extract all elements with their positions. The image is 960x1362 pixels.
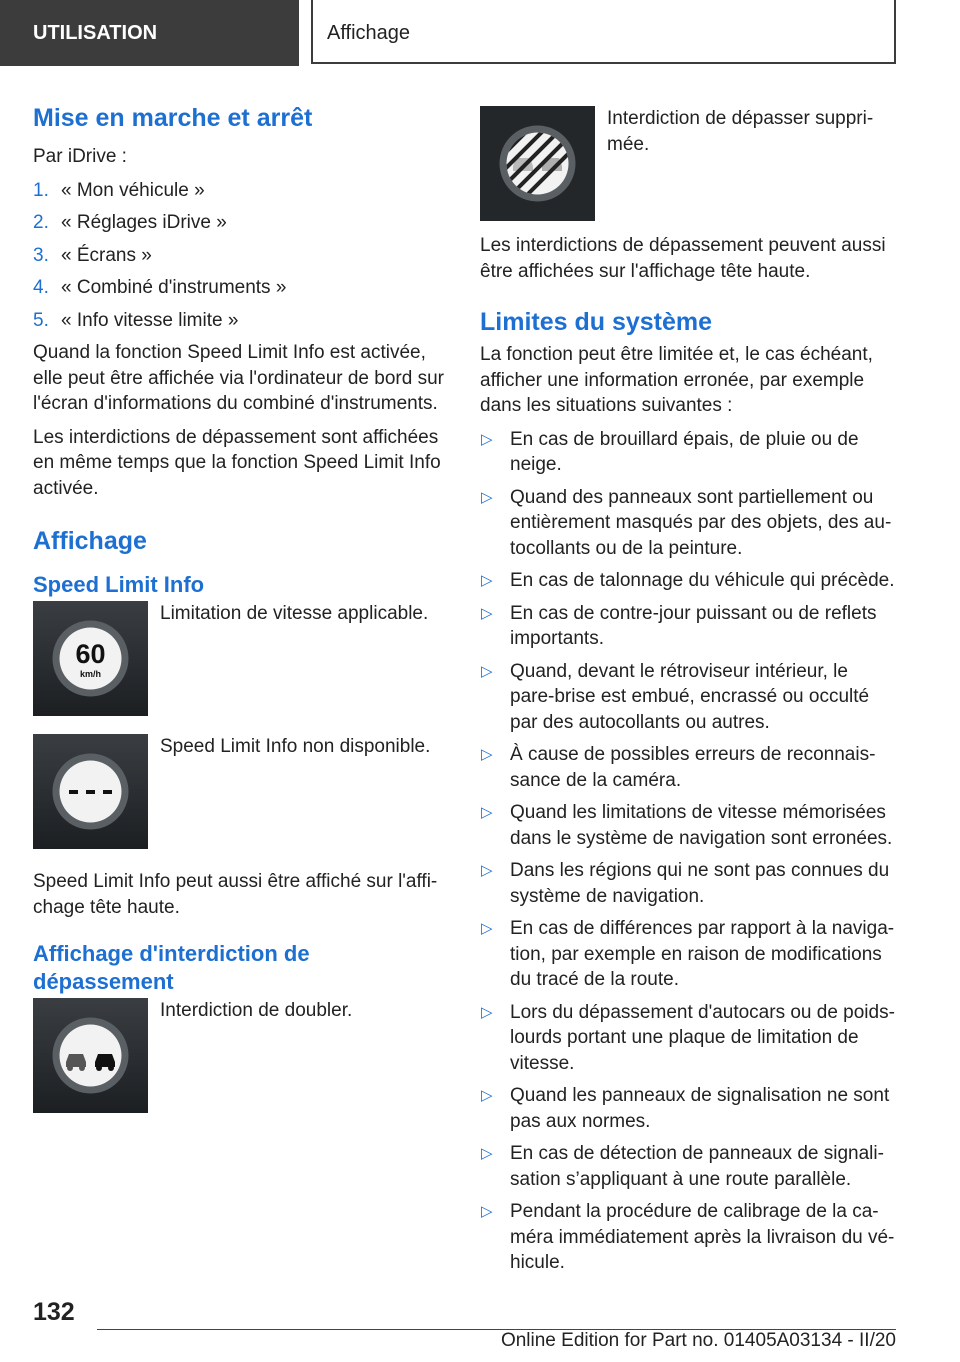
figure-speed-limit [33, 601, 448, 716]
bullet-triangle-icon: ▷ [481, 804, 493, 821]
bullet-triangle-icon: ▷ [481, 1145, 493, 1162]
bullet-triangle-icon: ▷ [481, 572, 493, 589]
bullet-triangle-icon: ▷ [481, 1087, 493, 1104]
paragraph: Les interdictions de dépassement peuvent aussi être affichées sur l'affichage tête haute. [480, 235, 886, 282]
figure-no-passing-end [480, 106, 895, 221]
bullet-triangle-icon: ▷ [481, 1003, 493, 1021]
list-item-text: Quand, devant le rétroviseur intérieur, le pare-brise est embué, encrassé ou occulté par des autocollants ou autres. [510, 660, 870, 733]
paragraph: Les interdictions de dépassement sont affichées en même temps que la fonction Speed Limit Info activée. [33, 426, 441, 499]
limits-list [480, 427, 895, 1276]
section-tab: UTILISATION [0, 0, 299, 66]
list-item-text: Dans les régions qui ne sont pas connues du système de navigation. [510, 860, 890, 907]
bullet-triangle-icon: ▷ [481, 604, 493, 622]
paragraph: Speed Limit Info peut aussi être affiché sur l'affi-chage tête haute. [33, 871, 438, 918]
step-number: 3. [33, 244, 49, 266]
figure-no-info [33, 734, 448, 849]
list-item [480, 427, 895, 478]
list-item [480, 568, 895, 594]
right-column [480, 106, 895, 1283]
list-item [480, 1199, 895, 1276]
section-title-system-limits: Limites du système [480, 308, 713, 336]
step-number: 5. [33, 309, 49, 331]
footer-edition-text: Online Edition for Part no. 01405A03134 - II/20 [500, 1330, 896, 1351]
left-column [33, 100, 448, 1125]
bullet-triangle-icon: ▷ [481, 862, 493, 879]
list-item [480, 1141, 895, 1192]
list-item [480, 1083, 895, 1134]
list-item-text: Quand les panneaux de signalisation ne sont pas aux normes. [510, 1085, 890, 1132]
list-item [480, 485, 895, 562]
list-item-text: À cause de possibles erreurs de reconnais-sance de la caméra. [510, 744, 876, 791]
bullet-triangle-icon: ▷ [481, 430, 493, 448]
list-item-text: En cas de détection de panneaux de signali-sation s’appliquant à une route parallèle. [510, 1143, 884, 1190]
subsection-title-no-passing: Affichage d'interdiction de dépassement [33, 941, 310, 994]
bullet-triangle-icon: ▷ [481, 1203, 493, 1220]
paragraph: Quand la fonction Speed Limit Info est activée, elle peut être affichée via l'ordinateur de bord sur l'écran d'informations du combiné d'instruments. [33, 342, 444, 414]
list-item-text: En cas de brouillard épais, de pluie ou de neige. [510, 428, 859, 475]
speed-limit-60-icon [33, 601, 148, 716]
list-item-text: En cas de talonnage du véhicule qui précède. [510, 570, 895, 591]
no-passing-sign-icon [33, 998, 148, 1113]
speed-value: 60 [75, 639, 106, 669]
step-item [33, 275, 448, 301]
step-number: 1. [33, 179, 49, 201]
list-item-text: En cas de différences par rapport à la naviga-tion, par exemple en raison de modifications du tracé de la route. [510, 918, 895, 990]
steps-list [33, 178, 448, 334]
bullet-triangle-icon: ▷ [481, 662, 493, 680]
bullet-triangle-icon: ▷ [481, 920, 493, 937]
speed-unit: km/h [79, 669, 102, 679]
step-text: « Combiné d'instruments » [61, 277, 287, 298]
speed-limit-unavailable-icon [33, 734, 148, 849]
list-item [480, 916, 895, 993]
page-number: 132 [33, 1298, 75, 1326]
chapter-tab: Affichage [311, 0, 896, 64]
paragraph: La fonction peut être limitée et, le cas échéant, afficher une information erronée, par exemple dans les situations suivantes : [480, 344, 873, 416]
list-item [480, 659, 895, 736]
intro-text: Par iDrive : [33, 146, 127, 167]
figure-no-passing [33, 998, 448, 1113]
subsection-title-speed-limit: Speed Limit Info [33, 572, 205, 597]
step-item [33, 210, 448, 236]
figure-caption: Speed Limit Info non disponible. [160, 736, 431, 757]
bullet-triangle-icon: ▷ [481, 488, 493, 506]
list-item [480, 800, 895, 851]
list-item [480, 601, 895, 652]
step-text: « Réglages iDrive » [61, 212, 227, 233]
bullet-triangle-icon: ▷ [481, 746, 493, 763]
list-item-text: Pendant la procédure de calibrage de la ca-méra immédiatement après la livraison du vé-hicule. [510, 1201, 895, 1273]
step-item [33, 243, 448, 269]
step-text: « Mon véhicule » [61, 179, 205, 201]
page-header [0, 0, 960, 66]
list-item-text: Quand des panneaux sont partiellement ou entièrement masqués par des objets, des au-tocollants ou de la peinture. [510, 486, 892, 559]
figure-caption: Limitation de vitesse applicable. [160, 603, 429, 624]
step-text: « Écrans » [61, 244, 152, 266]
step-item [33, 308, 448, 334]
section-title-display: Affichage [33, 527, 147, 555]
step-item [33, 178, 448, 204]
list-item-text: Quand les limitations de vitesse mémorisées dans le système de navigation sont erronées. [510, 802, 893, 849]
no-passing-end-sign-icon [480, 106, 595, 221]
list-item [480, 1000, 895, 1077]
figure-caption: Interdiction de doubler. [160, 1000, 353, 1021]
list-item-text: Lors du dépassement d'autocars ou de poids-lourds portant une plaque de limitation de vitesse. [510, 1001, 895, 1074]
figure-caption: Interdiction de dépasser suppri-mée. [607, 108, 874, 155]
step-number: 4. [33, 277, 49, 298]
step-text: « Info vitesse limite » [61, 309, 239, 331]
list-item [480, 742, 895, 793]
section-title-start-stop: Mise en marche et arrêt [33, 104, 313, 132]
list-item-text: En cas de contre-jour puissant ou de reflets importants. [510, 602, 877, 649]
step-number: 2. [33, 212, 49, 233]
list-item [480, 858, 895, 909]
